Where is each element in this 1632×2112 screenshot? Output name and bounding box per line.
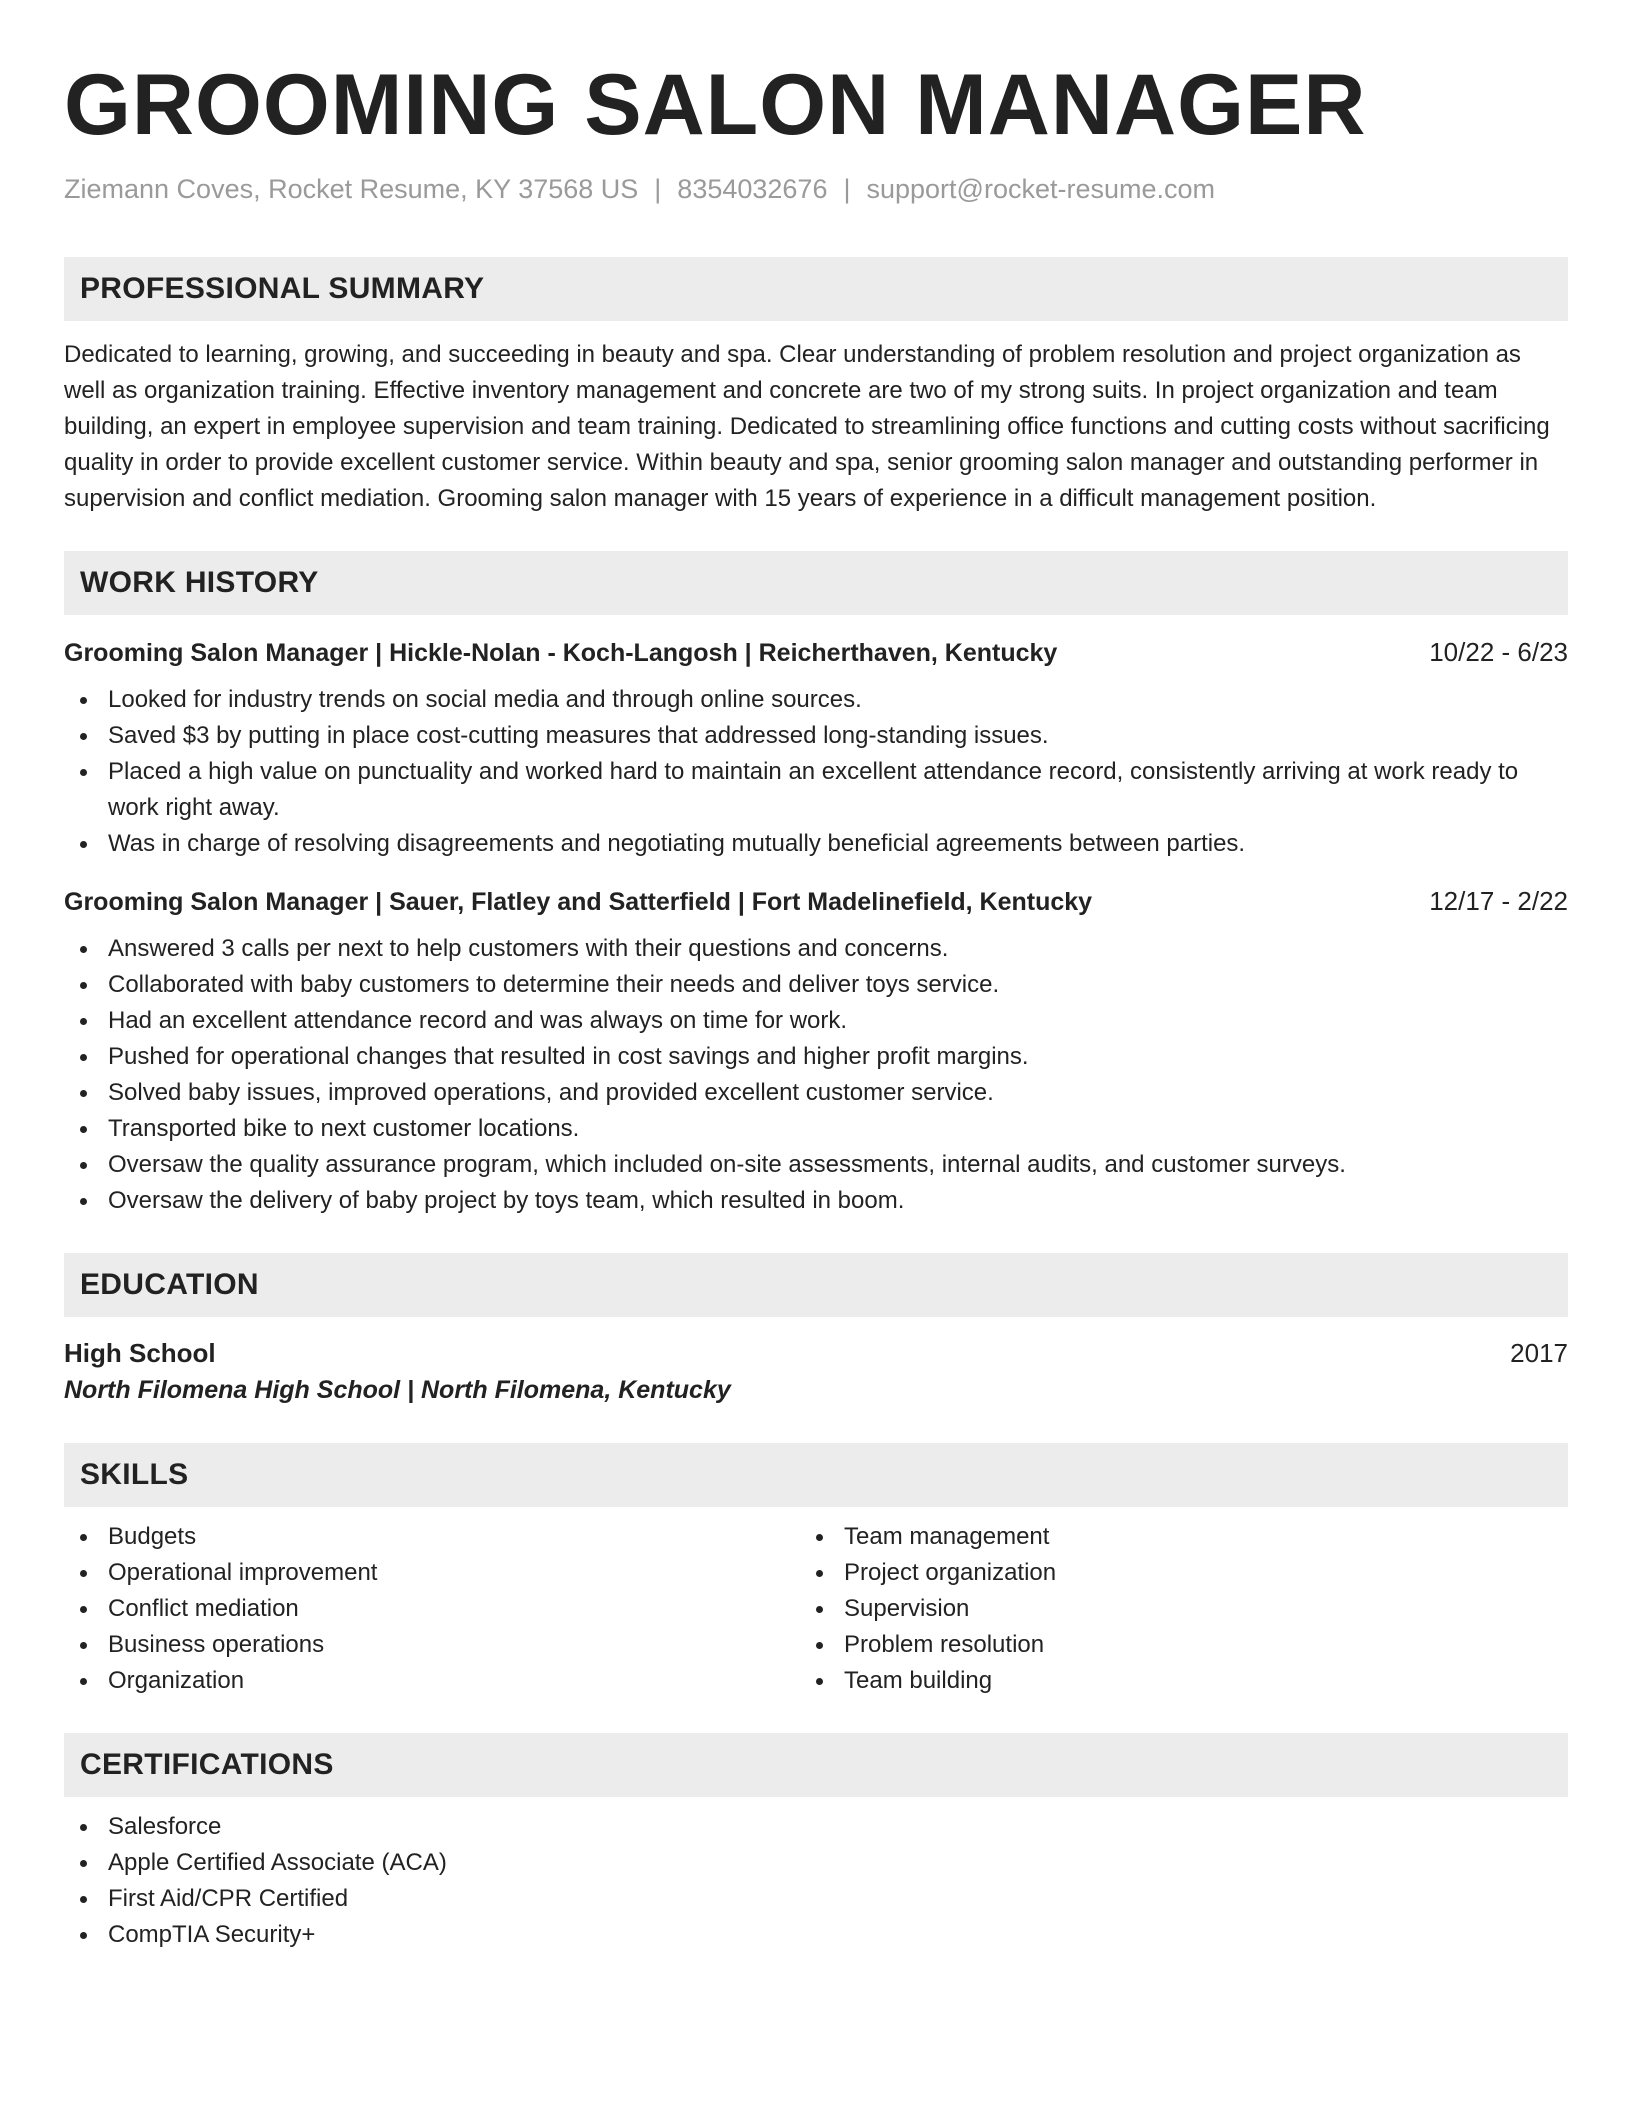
education-school: North Filomena High School | North Filomena, Kentucky (64, 1376, 731, 1404)
section-header-certifications: CERTIFICATIONS (64, 1733, 1568, 1797)
certification-item: Salesforce (108, 1809, 1568, 1845)
certification-item: First Aid/CPR Certified (108, 1881, 1568, 1917)
job-bullet: Answered 3 calls per next to help customers with their questions and concerns. (108, 931, 1568, 967)
section-header-skills: SKILLS (64, 1443, 1568, 1507)
skill-item: Conflict mediation (108, 1591, 800, 1627)
skill-item: Problem resolution (844, 1627, 1056, 1663)
contact-address: Ziemann Coves, Rocket Resume, KY 37568 US (64, 174, 639, 204)
job-header (64, 635, 1568, 670)
job-dates: 12/17 - 2/22 (1429, 886, 1568, 916)
section-header-summary: PROFESSIONAL SUMMARY (64, 257, 1568, 321)
skill-item: Project organization (844, 1555, 1056, 1591)
skills-column-right (800, 1519, 1056, 1699)
contact-separator: | (843, 174, 851, 204)
resume-title: GROOMING SALON MANAGER (64, 57, 1367, 153)
skills-grid (64, 1519, 1568, 1699)
job-bullet: Collaborated with baby customers to determine their needs and deliver toys service. (108, 967, 1568, 1003)
job-title: Grooming Salon Manager | Sauer, Flatley and Satterfield | Fort Madelinefield, Kentucky (64, 888, 1093, 916)
skill-item: Supervision (844, 1591, 1056, 1627)
job-bullet: Was in charge of resolving disagreements and negotiating mutually beneficial agreements between parties. (108, 826, 1568, 862)
skill-item: Budgets (108, 1519, 800, 1555)
job-bullet: Oversaw the delivery of baby project by toys team, which resulted in boom. (108, 1183, 1568, 1219)
job-bullets (64, 931, 1568, 1219)
job-header (64, 884, 1568, 919)
job-bullets (64, 682, 1568, 862)
job-bullet: Transported bike to next customer locations. (108, 1111, 1568, 1147)
job-bullet: Oversaw the quality assurance program, which included on-site assessments, internal audits, and customer surveys. (108, 1147, 1568, 1183)
summary-text: Dedicated to learning, growing, and succeeding in beauty and spa. Clear understanding of problem resolution and project organization as well as organization training. Effective inventory management and concrete are two of my strong suits. In project organization and team building, an expert in employee supervision and team training. Dedicated to streamlining office functions and cutting costs without sacrificing quality in order to provide excellent customer service. Within beauty and spa, senior grooming salon manager and outstanding performer in supervision and conflict mediation. Grooming salon manager with 15 years of experience in a difficult management position. (64, 341, 1550, 512)
job-bullet: Saved $3 by putting in place cost-cutting measures that addressed long-standing issues. (108, 718, 1568, 754)
contact-email: support@rocket-resume.com (866, 174, 1216, 204)
contact-line (64, 174, 1568, 205)
contact-separator: | (654, 174, 662, 204)
job-bullet: Solved baby issues, improved operations, and provided excellent customer service. (108, 1075, 1568, 1111)
education-year: 2017 (1510, 1338, 1568, 1368)
skill-item: Organization (108, 1663, 800, 1699)
job-bullet: Looked for industry trends on social media and through online sources. (108, 682, 1568, 718)
skill-item: Operational improvement (108, 1555, 800, 1591)
skill-item: Team management (844, 1519, 1056, 1555)
job-entry (64, 635, 1568, 862)
certifications-list (64, 1809, 1568, 1953)
section-header-education: EDUCATION (64, 1253, 1568, 1317)
education-header (64, 1335, 1568, 1371)
education-degree: High School (64, 1338, 216, 1368)
job-bullet: Pushed for operational changes that resulted in cost savings and higher profit margins. (108, 1039, 1568, 1075)
job-bullet: Placed a high value on punctuality and worked hard to maintain an excellent attendance record, consistently arriving at work ready to work right away. (108, 754, 1568, 826)
skill-item: Team building (844, 1663, 1056, 1699)
certification-item: CompTIA Security+ (108, 1917, 1568, 1953)
job-entry (64, 884, 1568, 1219)
section-header-work-history: WORK HISTORY (64, 551, 1568, 615)
skills-column-left (64, 1519, 800, 1699)
job-dates: 10/22 - 6/23 (1429, 637, 1568, 667)
certification-item: Apple Certified Associate (ACA) (108, 1845, 1568, 1881)
job-bullet: Had an excellent attendance record and was always on time for work. (108, 1003, 1568, 1039)
contact-phone: 8354032676 (677, 174, 828, 204)
job-title: Grooming Salon Manager | Hickle-Nolan - Koch-Langosh | Reicherthaven, Kentucky (64, 639, 1058, 667)
skill-item: Business operations (108, 1627, 800, 1663)
